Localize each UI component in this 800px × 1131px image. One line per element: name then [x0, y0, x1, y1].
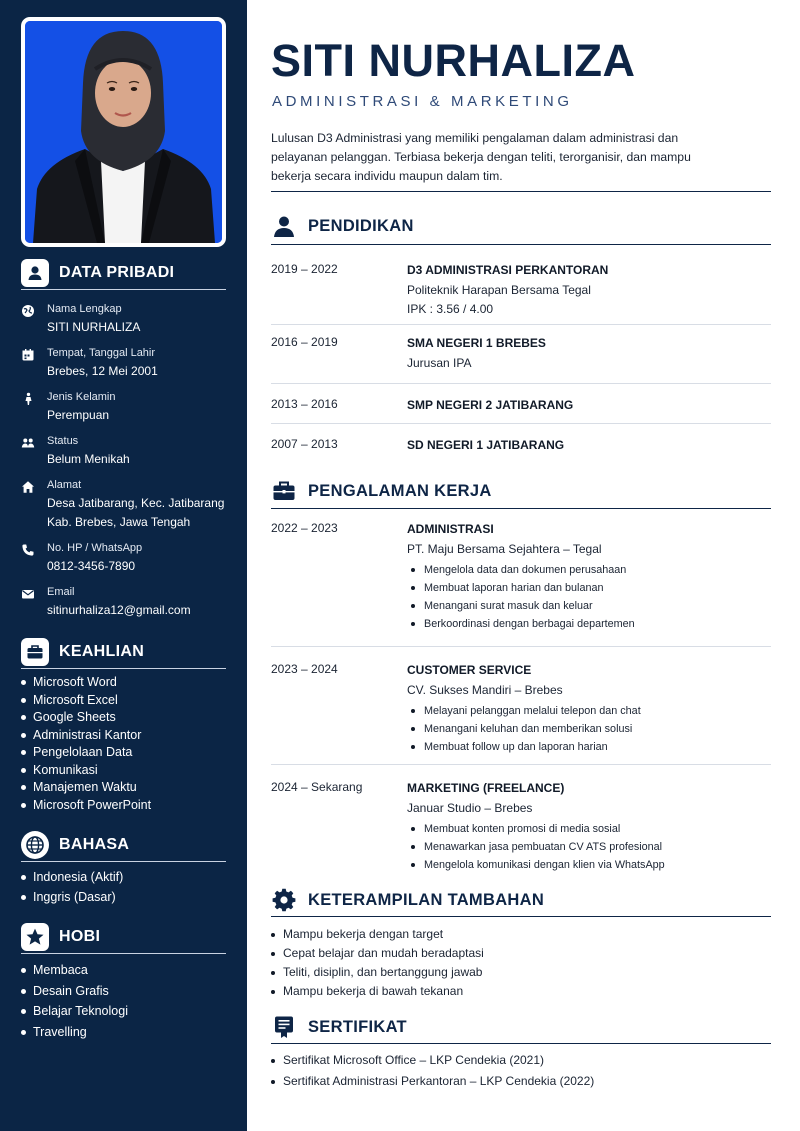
- data-pribadi-title: DATA PRIBADI: [59, 263, 175, 281]
- divider: [271, 916, 771, 917]
- job-company: CV. Sukses Mandiri – Brebes: [407, 683, 563, 697]
- keterampilan-header: [271, 887, 771, 913]
- job-title: MARKETING (FREELANCE): [407, 781, 565, 795]
- list-item: Desain Grafis: [21, 981, 128, 1002]
- list-item: Indonesia (Aktif): [21, 867, 123, 887]
- job-tasks: [407, 561, 777, 633]
- list-item: Mengelola komunikasi dengan klien via WhatsApp: [407, 856, 777, 874]
- briefcase-icon: [271, 478, 297, 504]
- list-item: Pengelolaan Data: [21, 744, 151, 762]
- list-item: Komunikasi: [21, 762, 151, 780]
- edu-entry: [407, 397, 777, 413]
- job-period: 2022 – 2023: [271, 521, 338, 535]
- list-item: Inggris (Dasar): [21, 887, 123, 907]
- list-item: Cepat belajar dan mudah beradaptasi: [271, 944, 484, 963]
- profile-summary: Lulusan D3 Administrasi yang memiliki pengalaman dalam administrasi dan pelayanan pelanggan. Terbiasa bekerja dengan teliti, terorganisir, dan mampu bekerja secara individu maupun dalam tim.: [271, 131, 691, 183]
- edu-period: 2013 – 2016: [271, 397, 338, 411]
- star-icon: [21, 923, 49, 951]
- bahasa-title: BAHASA: [59, 835, 130, 853]
- briefcase-icon: [21, 638, 49, 666]
- pendidikan-title: PENDIDIKAN: [308, 216, 414, 235]
- job-company: Januar Studio – Brebes: [407, 801, 533, 815]
- people-icon: [21, 436, 35, 450]
- edu-period: 2019 – 2022: [271, 262, 338, 276]
- divider: [271, 508, 771, 509]
- personal-address-line1: Desa Jatibarang, Kec. Jatibarang: [47, 496, 225, 510]
- personal-phone: [21, 541, 241, 576]
- job-tasks: [407, 820, 777, 874]
- hobi-header: [21, 920, 226, 954]
- job-title: ADMINISTRASI: [407, 522, 494, 536]
- personal-address: [21, 478, 241, 532]
- job-period: 2023 – 2024: [271, 662, 338, 676]
- calendar-icon: [21, 348, 35, 362]
- personal-gender-label: Jenis Kelamin: [47, 391, 116, 403]
- job-entry: [407, 521, 777, 633]
- profile-photo: [21, 17, 226, 247]
- gear-icon: [271, 887, 297, 913]
- user-icon: [21, 259, 49, 287]
- job-entry: [407, 662, 777, 756]
- divider: [271, 383, 771, 384]
- list-item: Manajemen Waktu: [21, 779, 151, 797]
- personal-name-value: SITI NURHALIZA: [47, 320, 141, 334]
- personal-status: [21, 434, 241, 469]
- personal-birth-value: Brebes, 12 Mei 2001: [47, 364, 158, 378]
- job-title: CUSTOMER SERVICE: [407, 663, 532, 677]
- edu-detail: Jurusan IPA: [407, 356, 472, 370]
- job-tasks: [407, 702, 777, 756]
- divider: [271, 764, 771, 765]
- list-item: Teliti, disiplin, dan bertanggung jawab: [271, 963, 484, 982]
- list-item: Membuat follow up dan laporan harian: [407, 738, 777, 756]
- divider: [271, 423, 771, 424]
- pengalaman-header: [271, 478, 771, 504]
- edu-title: SD NEGERI 1 JATIBARANG: [407, 438, 565, 452]
- edu-gpa: IPK : 3.56 / 4.00: [407, 302, 494, 316]
- bahasa-header: [21, 828, 226, 862]
- list-item: Mengelola data dan dokumen perusahaan: [407, 561, 777, 579]
- job-period: 2024 – Sekarang: [271, 780, 363, 794]
- personal-status-label: Status: [47, 435, 79, 447]
- personal-birth: [21, 346, 241, 381]
- personal-status-value: Belum Menikah: [47, 452, 130, 466]
- edu-entry: [407, 262, 777, 319]
- email-icon: [21, 587, 35, 601]
- pengalaman-title: PENGALAMAN KERJA: [308, 481, 492, 500]
- divider: [271, 191, 771, 192]
- keahlian-header: [21, 635, 226, 669]
- personal-address-line2: Kab. Brebes, Jawa Tengah: [47, 515, 191, 529]
- edu-title: D3 ADMINISTRASI PERKANTORAN: [407, 263, 609, 277]
- globe-icon: [21, 831, 49, 859]
- edu-title: SMP NEGERI 2 JATIBARANG: [407, 398, 574, 412]
- bahasa-list: [21, 867, 123, 907]
- divider: [271, 324, 771, 325]
- list-item: Mampu bekerja dengan target: [271, 925, 484, 944]
- globe-icon: [21, 304, 35, 318]
- hobi-title: HOBI: [59, 927, 101, 945]
- gender-icon: [21, 392, 35, 406]
- list-item: Sertifikat Administrasi Perkantoran – LKP Cendekia (2022): [271, 1071, 594, 1092]
- user-icon: [271, 213, 297, 239]
- job-company: PT. Maju Bersama Sejahtera – Tegal: [407, 542, 602, 556]
- list-item: Menangani surat masuk dan keluar: [407, 597, 777, 615]
- pendidikan-header: [271, 213, 771, 239]
- list-item: Membuat laporan harian dan bulanan: [407, 579, 777, 597]
- edu-entry: [407, 437, 777, 453]
- certificate-icon: [271, 1014, 297, 1040]
- divider: [271, 646, 771, 647]
- personal-email-value: sitinurhaliza12@gmail.com: [47, 603, 191, 617]
- list-item: Membuat konten promosi di media sosial: [407, 820, 777, 838]
- list-item: Administrasi Kantor: [21, 727, 151, 745]
- list-item: Membaca: [21, 960, 128, 981]
- personal-email: [21, 585, 241, 620]
- list-item: Google Sheets: [21, 709, 151, 727]
- edu-period: 2016 – 2019: [271, 335, 338, 349]
- hobi-list: [21, 960, 128, 1043]
- profile-name: SITI NURHALIZA: [271, 35, 636, 86]
- keterampilan-title: KETERAMPILAN TAMBAHAN: [308, 890, 545, 909]
- keahlian-list: [21, 674, 151, 814]
- personal-birth-label: Tempat, Tanggal Lahir: [47, 347, 156, 359]
- edu-period: 2007 – 2013: [271, 437, 338, 451]
- list-item: Sertifikat Microsoft Office – LKP Cendekia (2021): [271, 1050, 594, 1071]
- list-item: Microsoft Excel: [21, 692, 151, 710]
- personal-gender: [21, 390, 241, 425]
- list-item: Berkoordinasi dengan berbagai departemen: [407, 615, 777, 633]
- list-item: Microsoft Word: [21, 674, 151, 692]
- list-item: Belajar Teknologi: [21, 1001, 128, 1022]
- personal-email-label: Email: [47, 586, 75, 598]
- edu-title: SMA NEGERI 1 BREBES: [407, 336, 546, 350]
- data-pribadi-header: [21, 256, 226, 290]
- profile-role: ADMINISTRASI & MARKETING: [272, 93, 573, 110]
- phone-icon: [21, 543, 35, 557]
- personal-name-label: Nama Lengkap: [47, 303, 122, 315]
- edu-school: Politeknik Harapan Bersama Tegal: [407, 283, 591, 297]
- sertifikat-title: SERTIFIKAT: [308, 1017, 407, 1036]
- personal-address-label: Alamat: [47, 479, 82, 491]
- list-item: Menangani keluhan dan memberikan solusi: [407, 720, 777, 738]
- personal-phone-value: 0812-3456-7890: [47, 559, 136, 573]
- personal-phone-label: No. HP / WhatsApp: [47, 542, 143, 554]
- job-entry: [407, 780, 777, 874]
- divider: [271, 1043, 771, 1044]
- list-item: Melayani pelanggan melalui telepon dan chat: [407, 702, 777, 720]
- sertifikat-list: [271, 1050, 594, 1092]
- edu-entry: [407, 335, 777, 373]
- keahlian-title: KEAHLIAN: [59, 642, 145, 660]
- personal-name: [21, 302, 241, 337]
- sertifikat-header: [271, 1014, 771, 1040]
- list-item: Mampu bekerja di bawah tekanan: [271, 982, 484, 1001]
- list-item: Travelling: [21, 1022, 128, 1043]
- personal-gender-value: Perempuan: [47, 408, 110, 422]
- list-item: Menawarkan jasa pembuatan CV ATS profesional: [407, 838, 777, 856]
- list-item: Microsoft PowerPoint: [21, 797, 151, 815]
- keterampilan-list: [271, 925, 484, 1001]
- sidebar: [0, 0, 247, 1131]
- home-icon: [21, 480, 35, 494]
- divider: [271, 244, 771, 245]
